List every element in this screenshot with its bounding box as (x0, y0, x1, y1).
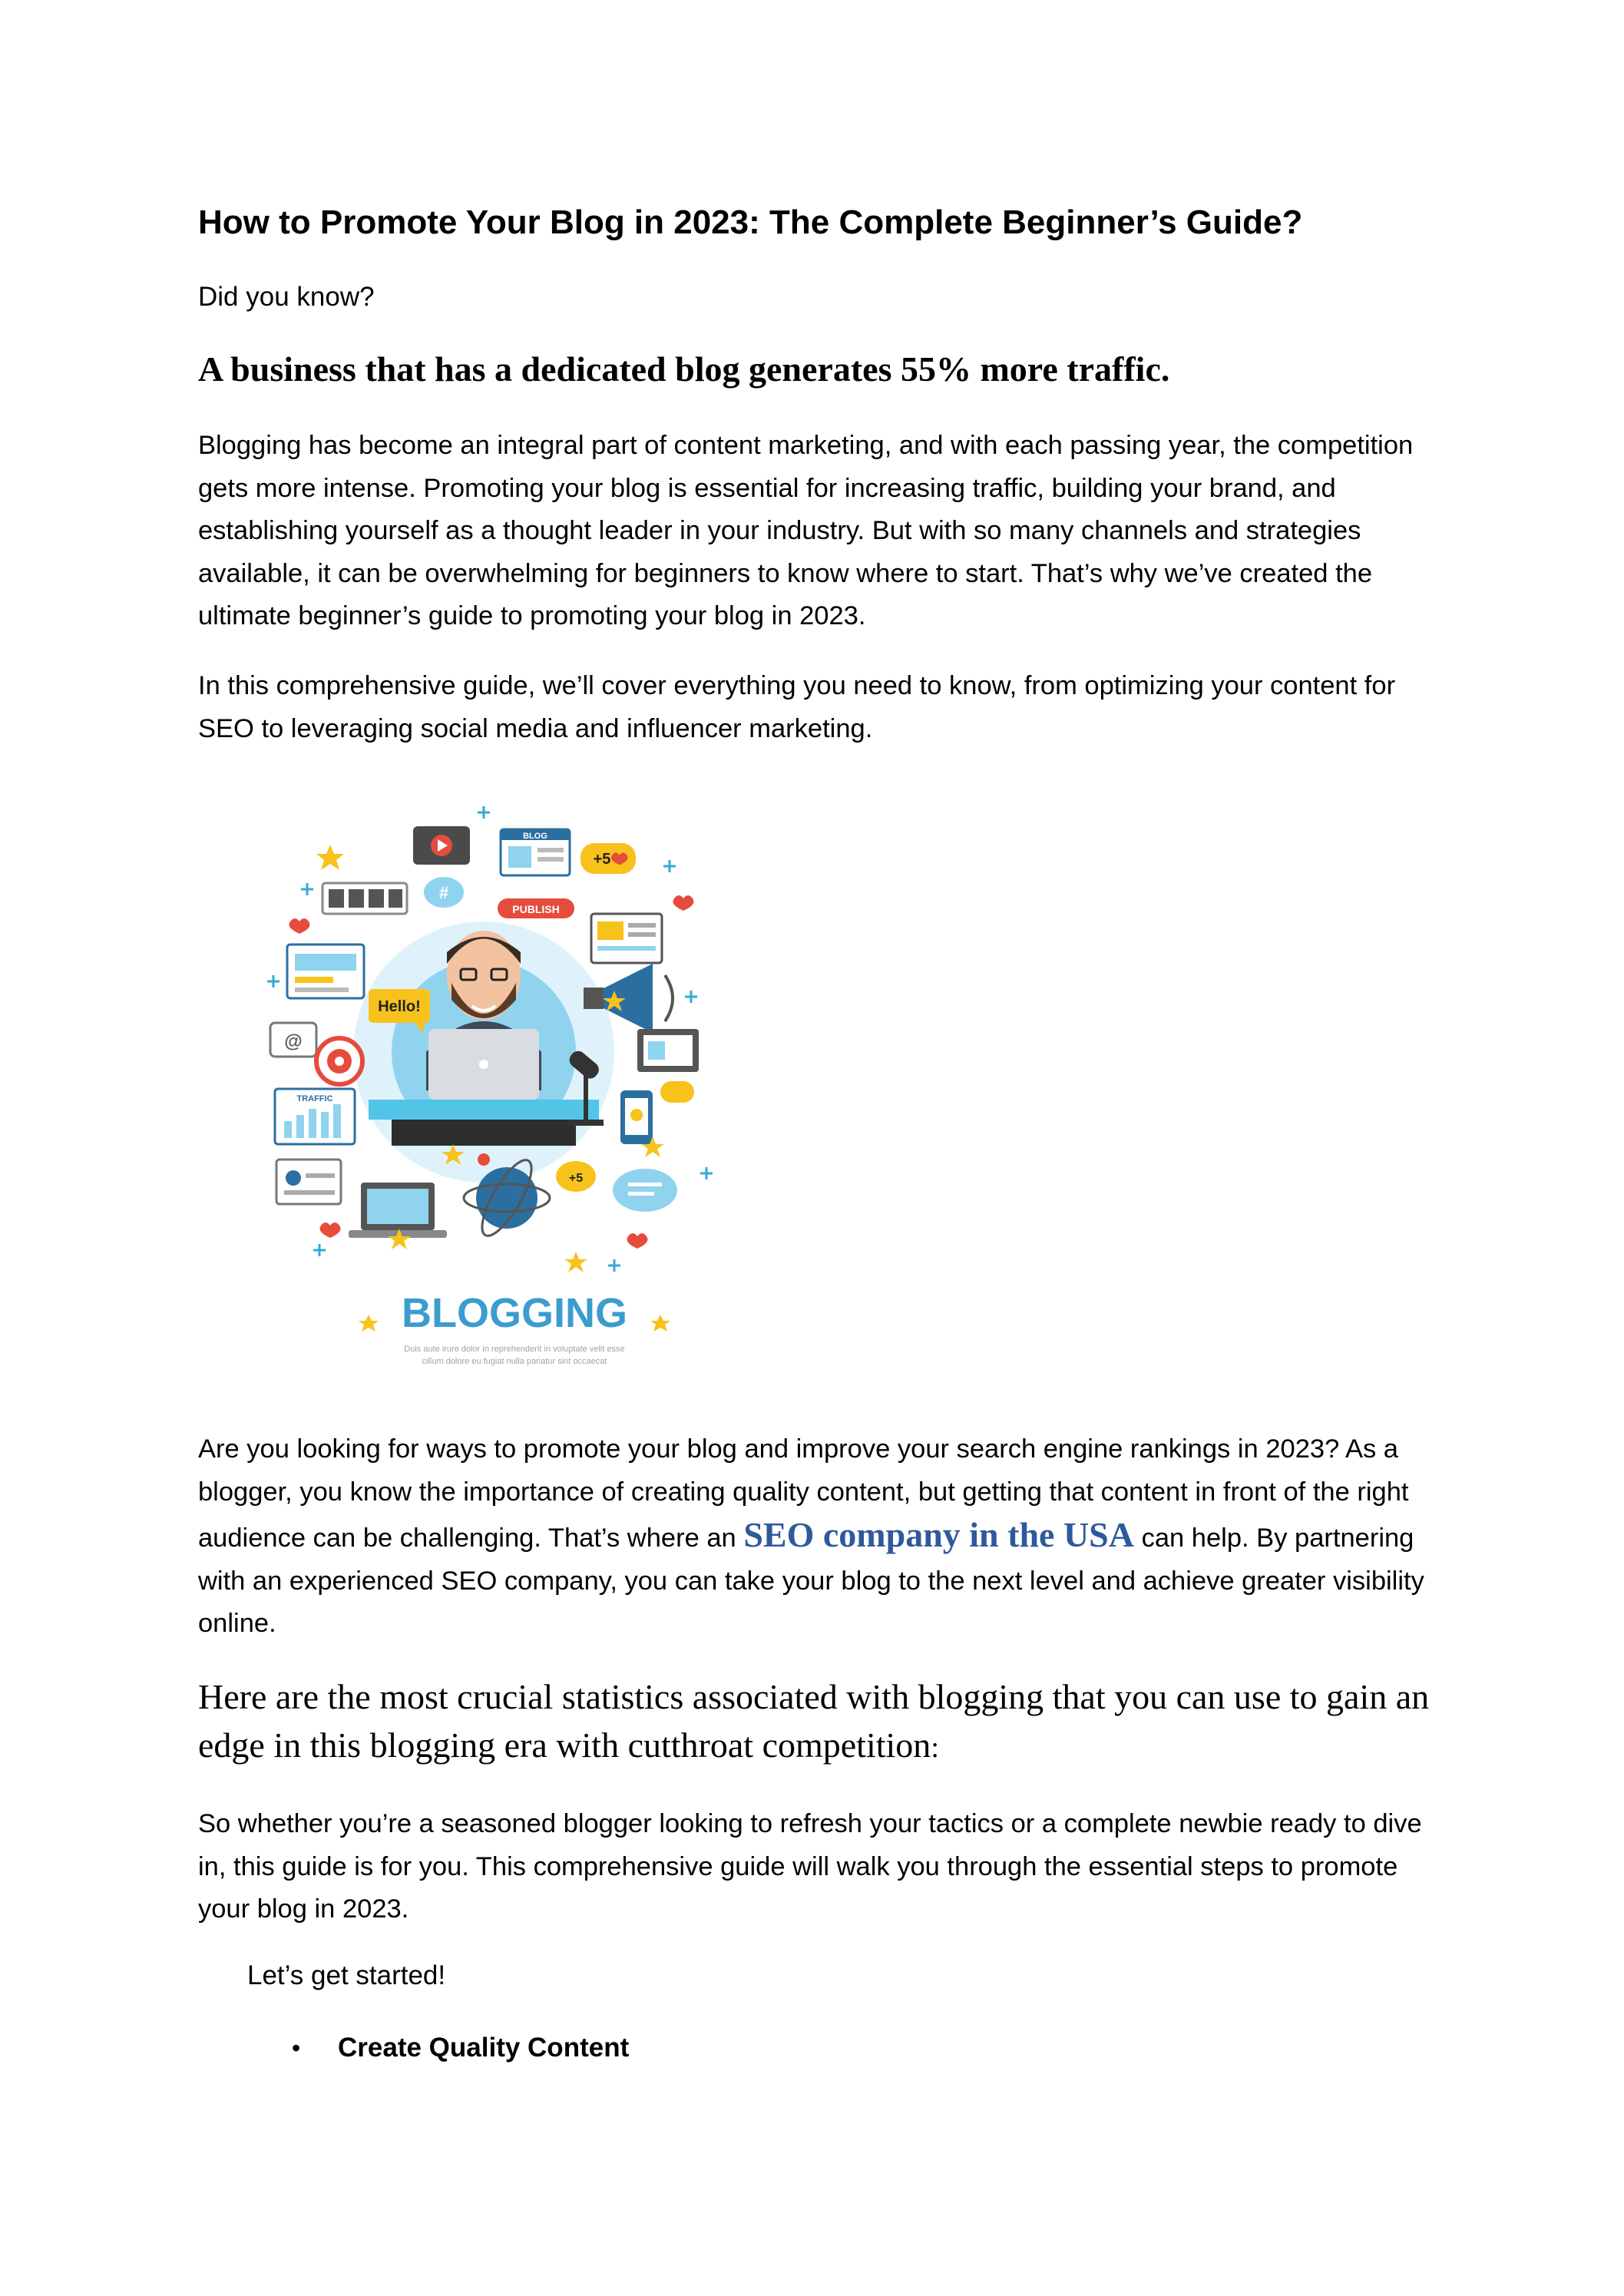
illustration-caption-line2: cillum dolore eu fugiat nulla pariatur sint occaecat (422, 1357, 607, 1366)
illustration-caption-line1: Duis aute irure dolor in reprehenderit in voluptate velit esse (404, 1345, 625, 1354)
monitor-icon (637, 1029, 699, 1072)
statistics-subheading-colon: : (931, 1732, 939, 1764)
svg-text:Hello!: Hello! (378, 998, 421, 1015)
did-you-know-text: Did you know? (198, 282, 375, 312)
plus-five-bubble (580, 843, 636, 874)
page-title: How to Promote Your Blog in 2023: The Complete Beginner’s Guide? (198, 203, 1303, 241)
plus-five-small-bubble (556, 1161, 596, 1192)
traffic-chart-icon (275, 1089, 355, 1144)
seo-company-link[interactable]: SEO company in the USA (743, 1515, 1134, 1554)
bottom-laptop-icon (349, 1183, 447, 1238)
bullet-list-item (292, 2029, 629, 2067)
target-icon (316, 1038, 362, 1084)
bullet-symbol: • (292, 2034, 301, 2062)
video-window-icon (413, 826, 470, 865)
phone-icon (620, 1090, 653, 1144)
label-star-right (650, 1315, 670, 1332)
svg-text:BLOG: BLOG (523, 832, 547, 841)
laptop-logo (479, 1060, 488, 1069)
svg-text:@: @ (284, 1031, 303, 1052)
hashtag-bubble (424, 877, 464, 908)
svg-text:PUBLISH: PUBLISH (512, 903, 560, 915)
seo-paragraph (198, 1428, 1434, 1646)
desk (369, 1100, 599, 1120)
website-window-icon (287, 945, 364, 998)
svg-text:+5: +5 (568, 1172, 584, 1185)
chat-bubble-icon (613, 1169, 677, 1212)
svg-text:+5: +5 (593, 851, 611, 868)
statistics-subheading (198, 1672, 1457, 1772)
svg-text:#: # (438, 883, 449, 902)
seo-paragraph-after: can help. By partnering with an experienced SEO company, you can take your blog to the next level and achieve greater visibility online. (198, 1523, 1424, 1638)
svg-text:TRAFFIC: TRAFFIC (296, 1094, 333, 1103)
highlight-heading: A business that has a dedicated blog generates 55% more traffic. (198, 349, 1170, 389)
email-icon (270, 1023, 316, 1057)
publish-badge (498, 898, 574, 918)
content-window-icon (591, 914, 662, 963)
label-star-left (359, 1315, 379, 1332)
blogging-label: BLOGGING (402, 1290, 627, 1336)
desk-base (392, 1120, 576, 1146)
seo-paragraph-before: Are you looking for ways to promote your blog and improve your search engine rankings in 2023? As a blogger, you know the importance of creating quality content, but getting that content in front of the right audience can be challenging. That’s where an (198, 1434, 1409, 1553)
statistics-subheading-text: Here are the most crucial statistics associated with blogging that you can use to gain an edge in this blogging era with cutthroat competition (198, 1677, 1430, 1765)
guide-overview-paragraph: In this comprehensive guide, we’ll cover everything you need to know, from optimizing your content for SEO to leveraging social media and influencer marketing. (198, 671, 1396, 743)
blog-window-icon (501, 829, 570, 875)
lets-get-started-text: Let’s get started! (247, 1960, 446, 1990)
profile-card-icon (276, 1160, 341, 1204)
user-cards-icon (322, 883, 407, 914)
intro-paragraph: Blogging has become an integral part of content marketing, and with each passing year, the competition gets more intense. Promoting your blog is essential for increasing traffic, building your brand, and establishing yourself as a thought leader in your industry. But with so many channels and strategies available, it can be overwhelming for beginners to know where to start. That’s why we’ve created the ultimate beginner’s guide to promoting your blog in 2023. (198, 431, 1414, 630)
bullet-item-create-quality-content: Create Quality Content (338, 2033, 630, 2063)
closing-paragraph: So whether you’re a seasoned blogger looking to refresh your tactics or a complete newbie ready to dive in, this guide is for you. This comprehensive guide will walk you through the essential steps to promote your blog in 2023. (198, 1809, 1422, 1924)
blogging-illustration (253, 799, 791, 1382)
